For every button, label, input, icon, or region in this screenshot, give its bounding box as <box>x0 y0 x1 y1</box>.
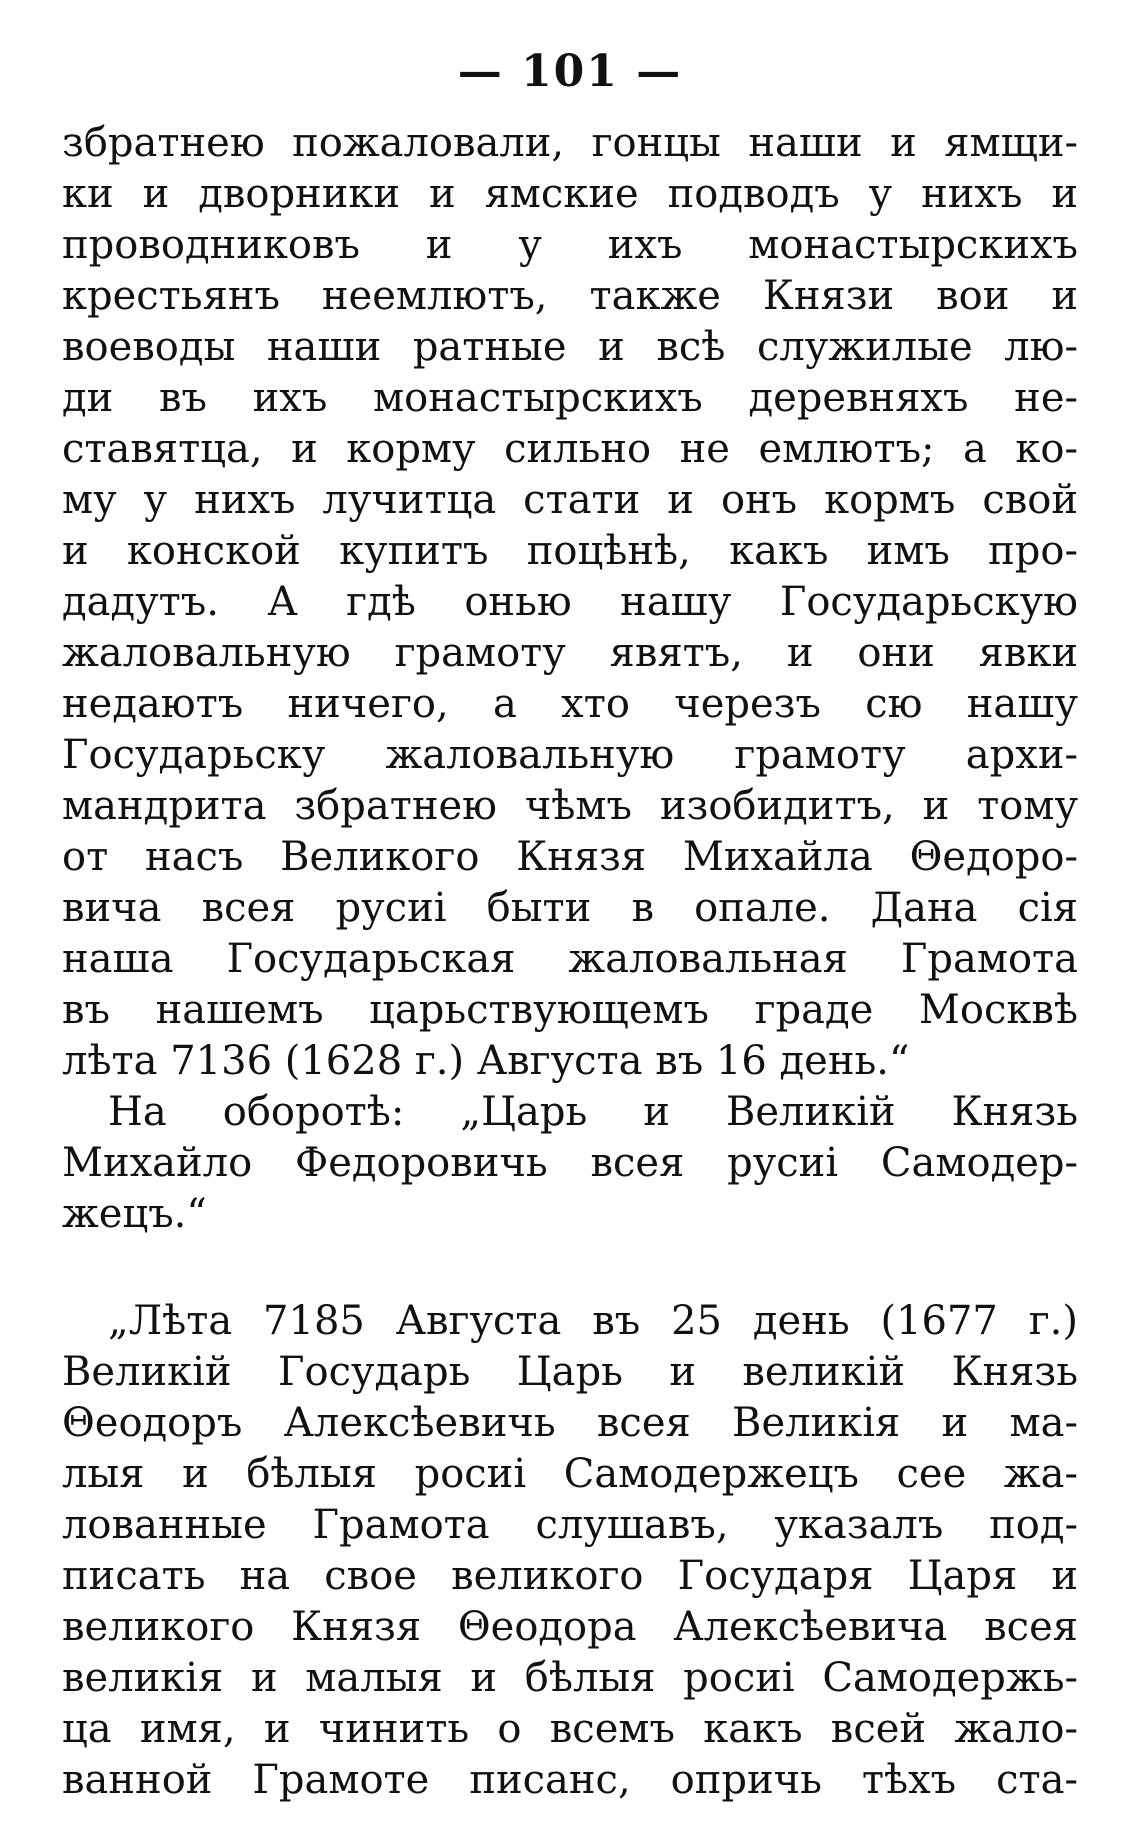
text-line: наша Государьская жаловальная Грамота <box>62 936 1078 982</box>
text-line: великого Князя Θеодора Алексѣевича всея <box>62 1604 1078 1650</box>
text-line: крестьянъ неемлютъ, также Князи вои и <box>62 273 1078 319</box>
text-line: жецъ.“ <box>62 1191 207 1237</box>
page-number: — 101 — <box>457 46 683 97</box>
text-line: въ нашемъ царьствующемъ граде Москвѣ <box>62 987 1078 1033</box>
text-line: ди въ ихъ монастырскихъ деревняхъ не- <box>62 375 1078 421</box>
text-line: писать на свое великого Государя Царя и <box>62 1553 1078 1599</box>
text-line: лованные Грамота слушавъ, указалъ под- <box>62 1502 1078 1548</box>
text-line: дадутъ. А гдѣ онью нашу Государьскую <box>62 579 1078 625</box>
text-line: Великій Государь Царь и великій Князь <box>62 1349 1078 1395</box>
text-line: ки и дворники и ямские подводъ у нихъ и <box>62 171 1078 217</box>
text-line: недаютъ ничего, а хто черезъ сю нашу <box>62 681 1078 727</box>
text-line: жаловальную грамоту явятъ, и они явки <box>62 630 1078 676</box>
text-line: от насъ Великого Князя Михайла Θедоро- <box>62 834 1078 880</box>
paragraph-gap <box>62 1240 1078 1296</box>
text-line: На оборотѣ: „Царь и Великій Князь <box>108 1089 1078 1135</box>
paragraph-confirmation-1677 <box>62 1296 1078 1806</box>
text-line: Государьску жаловальную грамоту архи- <box>62 732 1078 778</box>
text-line: ца имя, и чинить о всемъ какъ всей жало- <box>62 1706 1078 1752</box>
book-page <box>62 40 1078 1806</box>
text-line: мандрита збратнею чѣмъ изобидитъ, и тому <box>62 783 1078 829</box>
text-line: и конской купитъ поцѣнѣ, какъ имъ про- <box>62 528 1078 574</box>
text-line: лыя и бѣлыя росиі Самодержецъ сее жа- <box>62 1451 1078 1497</box>
text-line: проводниковъ и у ихъ монастырскихъ <box>62 222 1078 268</box>
text-line: му у нихъ лучитца стати и онъ кормъ свой <box>62 477 1078 523</box>
text-line: великія и малыя и бѣлыя росиі Самодержь- <box>62 1655 1078 1701</box>
text-line: Михайло Федоровичь всея русиі Самодер- <box>62 1140 1078 1186</box>
text-line: збратнею пожаловали, гонцы наши и ямщи- <box>62 120 1078 166</box>
text-line: ванной Грамоте писанс, опричь тѣхъ ста- <box>62 1757 1078 1803</box>
text-line: лѣта 7136 (1628 г.) Августа въ 16 день.“ <box>62 1038 910 1084</box>
paragraph-charter-ending <box>62 118 1078 1087</box>
text-line: ставятца, и корму сильно не емлютъ; а ко- <box>62 426 1078 472</box>
text-line: „Лѣта 7185 Августа въ 25 день (1677 г.) <box>108 1298 1078 1344</box>
text-line: Θеодоръ Алексѣевичь всея Великія и ма- <box>62 1400 1078 1446</box>
paragraph-reverse-side-note <box>62 1087 1078 1240</box>
text-line: воеводы наши ратные и всѣ служилые лю- <box>62 324 1078 370</box>
text-line: вича всея русиі быти в опале. Дана сія <box>62 885 1078 931</box>
